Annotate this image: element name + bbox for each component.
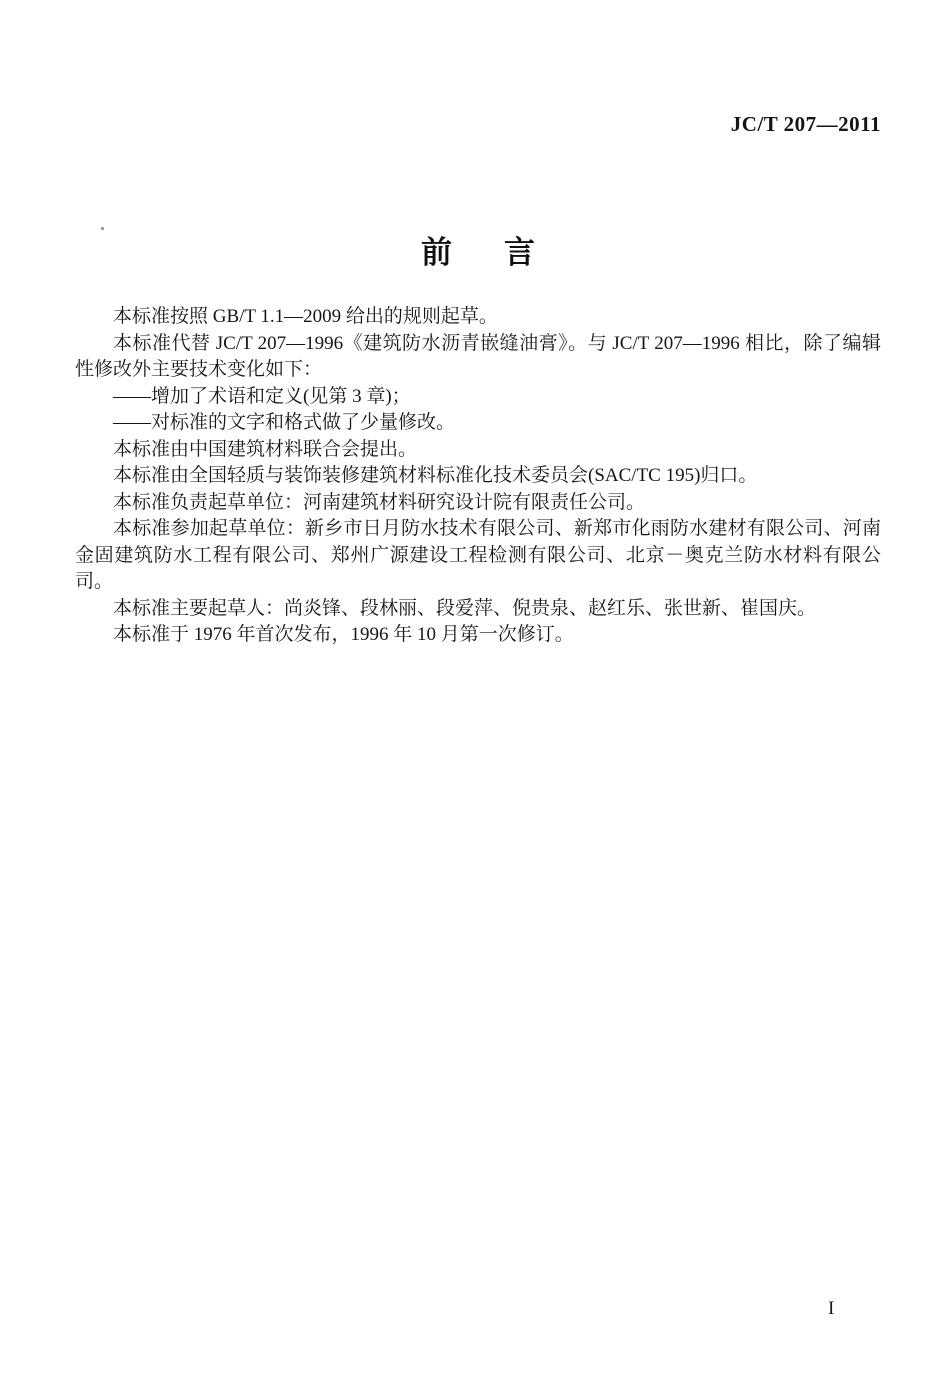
paragraph-change-item-2: ——对标准的文字和格式做了少量修改。 [113, 412, 456, 433]
title-char-1: 前 [421, 234, 452, 270]
paragraph-committee: 本标准由全国轻质与装饰装修建筑材料标准化技术委员会(SAC/TC 195)归口。 [113, 465, 758, 486]
paragraph-chief-drafting-unit: 本标准负责起草单位：河南建筑材料研究设计院有限责任公司。 [113, 491, 646, 513]
paragraph-revision-history: 本标准于 1976 年首次发布，1996 年 10 月第一次修订。 [113, 624, 574, 645]
foreword-body [75, 304, 881, 649]
paragraph-change-item-1: ——增加了术语和定义(见第 3 章)； [113, 385, 411, 407]
paragraph-drafters: 本标准主要起草人：尚炎锋、段林丽、段爱萍、倪贵泉、赵红乐、张世新、崔国庆。 [113, 597, 817, 619]
page-number: I [828, 1298, 835, 1319]
standard-number: JC/T 207—2011 [730, 112, 881, 136]
paragraph-proposed-by: 本标准由中国建筑材料联合会提出。 [113, 438, 418, 460]
paragraph-replaces: 本标准代替 JC/T 207—1996《建筑防水沥青嵌缝油膏》。与 JC/T 207—1996 相比，除了编辑性修改外主要技术变化如下： [75, 332, 881, 380]
paragraph-participating-units: 本标准参加起草单位：新乡市日月防水技术有限公司、新郑市化雨防水建材有限公司、河南金固建筑防水工程有限公司、郑州广源建设工程检测有限公司、北京－奥克兰防水材料有限公司。 [75, 518, 881, 592]
title-char-2: 言 [504, 234, 535, 270]
page-title [75, 227, 881, 272]
paragraph-basis: 本标准按照 GB/T 1.1—2009 给出的规则起草。 [113, 306, 498, 327]
